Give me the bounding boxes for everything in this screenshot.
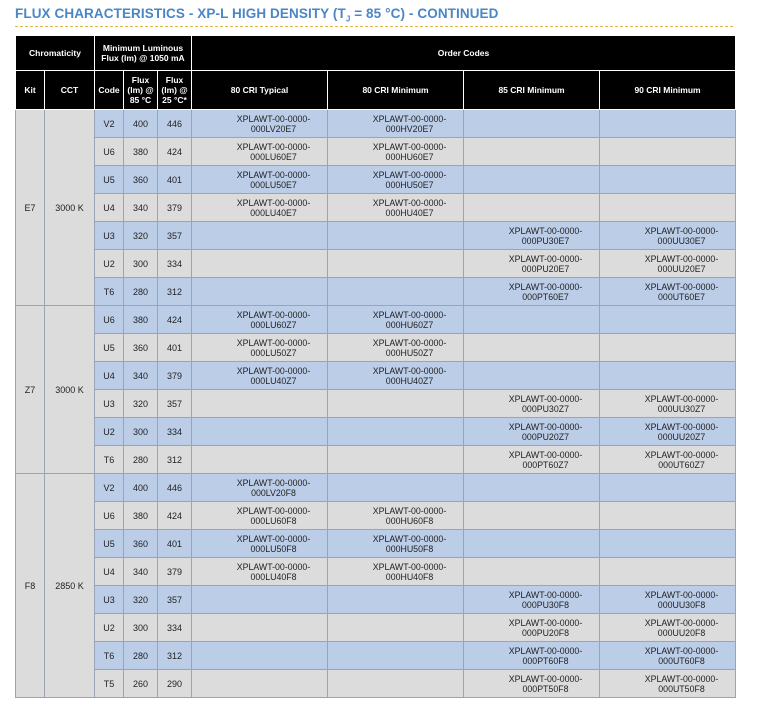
- title-divider: [15, 26, 733, 27]
- order-code-80cri-minimum: [328, 390, 464, 418]
- order-code-80cri-minimum: [328, 642, 464, 670]
- table-row: [16, 222, 736, 250]
- table-row: [16, 390, 736, 418]
- header-80cri-minimum: 80 CRI Minimum: [328, 71, 464, 110]
- order-code-85cri-minimum: [464, 642, 600, 670]
- order-code-text: XPLAWT-00-0000-000LU60F8: [236, 505, 311, 526]
- order-code-85cri-minimum: [464, 110, 600, 138]
- table-row: [16, 138, 736, 166]
- order-code-text: XPLAWT-00-0000-000HU40E7: [372, 197, 447, 218]
- order-code-85cri-minimum: [464, 474, 600, 502]
- table-row: [16, 362, 736, 390]
- order-code-90cri-minimum: [600, 250, 736, 278]
- order-code-text: XPLAWT-00-0000-000HU50E7: [372, 169, 447, 190]
- order-code-80cri-minimum: [328, 502, 464, 530]
- code-cell: U5: [95, 166, 124, 194]
- order-code-text: XPLAWT-00-0000-000HU40F8: [372, 561, 447, 582]
- code-cell: V2: [95, 110, 124, 138]
- order-code-80cri-minimum: [328, 110, 464, 138]
- flux-85-cell: 340: [124, 362, 158, 390]
- order-code-text: XPLAWT-00-0000-000HU60Z7: [372, 309, 447, 330]
- order-code-text: XPLAWT-00-0000-000HU40Z7: [372, 365, 447, 386]
- order-code-80cri-minimum: [328, 670, 464, 698]
- order-code-80cri-typical: [192, 586, 328, 614]
- flux-25-cell: 312: [158, 446, 192, 474]
- order-code-text: XPLAWT-00-0000-000UU30F8: [644, 589, 719, 610]
- order-code-text: XPLAWT-00-0000-000HU60F8: [372, 505, 447, 526]
- order-code-80cri-typical: [192, 194, 328, 222]
- flux-25-cell: 401: [158, 334, 192, 362]
- order-code-80cri-typical: [192, 642, 328, 670]
- table-row: [16, 334, 736, 362]
- order-code-80cri-typical: [192, 334, 328, 362]
- order-code-80cri-minimum: [328, 138, 464, 166]
- order-code-text: XPLAWT-00-0000-000PT60Z7: [508, 449, 583, 470]
- order-code-text: XPLAWT-00-0000-000LV20E7: [236, 113, 311, 134]
- flux-25-cell: 334: [158, 250, 192, 278]
- code-cell: T6: [95, 642, 124, 670]
- order-code-85cri-minimum: [464, 502, 600, 530]
- flux-85-cell: 320: [124, 586, 158, 614]
- order-code-80cri-typical: [192, 166, 328, 194]
- order-code-90cri-minimum: [600, 558, 736, 586]
- order-code-90cri-minimum: [600, 110, 736, 138]
- code-cell: V2: [95, 474, 124, 502]
- code-cell: U2: [95, 614, 124, 642]
- table-row: [16, 502, 736, 530]
- order-code-80cri-minimum: [328, 586, 464, 614]
- header-80cri-typical: 80 CRI Typical: [192, 71, 328, 110]
- flux-85-cell: 300: [124, 250, 158, 278]
- order-code-90cri-minimum: [600, 222, 736, 250]
- kit-cell: E7: [16, 110, 45, 306]
- order-code-80cri-minimum: [328, 418, 464, 446]
- order-code-80cri-typical: [192, 614, 328, 642]
- flux-85-cell: 280: [124, 446, 158, 474]
- table-row: [16, 446, 736, 474]
- order-code-90cri-minimum: [600, 166, 736, 194]
- table-row: [16, 306, 736, 334]
- order-code-text: XPLAWT-00-0000-000LV20F8: [236, 477, 311, 498]
- table-row: [16, 530, 736, 558]
- order-code-85cri-minimum: [464, 278, 600, 306]
- flux-25-cell: 312: [158, 642, 192, 670]
- flux-25-cell: 379: [158, 362, 192, 390]
- table-row: [16, 278, 736, 306]
- order-code-90cri-minimum: [600, 278, 736, 306]
- flux-25-cell: 334: [158, 418, 192, 446]
- code-cell: U3: [95, 222, 124, 250]
- order-code-text: XPLAWT-00-0000-000UT60E7: [644, 281, 719, 302]
- order-code-90cri-minimum: [600, 530, 736, 558]
- order-code-90cri-minimum: [600, 306, 736, 334]
- order-code-text: XPLAWT-00-0000-000LU40F8: [236, 561, 311, 582]
- order-code-85cri-minimum: [464, 306, 600, 334]
- order-code-80cri-typical: [192, 502, 328, 530]
- code-cell: U5: [95, 530, 124, 558]
- order-code-text: XPLAWT-00-0000-000PU30F8: [508, 589, 583, 610]
- order-code-text: XPLAWT-00-0000-000LU40Z7: [236, 365, 311, 386]
- flux-25-cell: 290: [158, 670, 192, 698]
- order-code-80cri-typical: [192, 390, 328, 418]
- table-row: [16, 250, 736, 278]
- order-code-80cri-minimum: [328, 474, 464, 502]
- order-code-80cri-minimum: [328, 334, 464, 362]
- order-code-80cri-minimum: [328, 530, 464, 558]
- order-code-80cri-typical: [192, 306, 328, 334]
- order-code-text: XPLAWT-00-0000-000PU20E7: [508, 253, 583, 274]
- order-code-text: XPLAWT-00-0000-000PT60F8: [508, 645, 583, 666]
- order-code-85cri-minimum: [464, 614, 600, 642]
- order-code-80cri-minimum: [328, 362, 464, 390]
- order-code-80cri-minimum: [328, 446, 464, 474]
- code-cell: U2: [95, 418, 124, 446]
- flux-85-cell: 360: [124, 334, 158, 362]
- table-row: [16, 194, 736, 222]
- header-order-codes: Order Codes: [192, 36, 736, 71]
- flux-25-cell: 357: [158, 390, 192, 418]
- order-code-80cri-typical: [192, 222, 328, 250]
- flux-85-cell: 280: [124, 642, 158, 670]
- order-code-text: XPLAWT-00-0000-000UT60Z7: [644, 449, 719, 470]
- header-90cri-minimum: 90 CRI Minimum: [600, 71, 736, 110]
- order-code-90cri-minimum: [600, 334, 736, 362]
- order-code-text: XPLAWT-00-0000-000UU20Z7: [644, 421, 719, 442]
- order-code-text: XPLAWT-00-0000-000HU50F8: [372, 533, 447, 554]
- order-code-text: XPLAWT-00-0000-000UU20F8: [644, 617, 719, 638]
- table-row: [16, 110, 736, 138]
- code-cell: U5: [95, 334, 124, 362]
- code-cell: U4: [95, 362, 124, 390]
- order-code-85cri-minimum: [464, 446, 600, 474]
- order-code-80cri-minimum: [328, 614, 464, 642]
- order-code-85cri-minimum: [464, 530, 600, 558]
- order-code-85cri-minimum: [464, 166, 600, 194]
- table-row: [16, 166, 736, 194]
- order-code-85cri-minimum: [464, 194, 600, 222]
- order-code-80cri-typical: [192, 418, 328, 446]
- order-code-90cri-minimum: [600, 502, 736, 530]
- table-row: [16, 670, 736, 698]
- flux-85-cell: 380: [124, 138, 158, 166]
- flux-85-cell: 400: [124, 110, 158, 138]
- flux-85-cell: 260: [124, 670, 158, 698]
- order-code-text: XPLAWT-00-0000-000PU20Z7: [508, 421, 583, 442]
- flux-85-cell: 380: [124, 502, 158, 530]
- order-code-text: XPLAWT-00-0000-000UU20E7: [644, 253, 719, 274]
- flux-25-cell: 357: [158, 222, 192, 250]
- code-cell: U3: [95, 390, 124, 418]
- flux-25-cell: 446: [158, 474, 192, 502]
- order-code-90cri-minimum: [600, 362, 736, 390]
- order-code-text: XPLAWT-00-0000-000LU60E7: [236, 141, 311, 162]
- header-flux-85: Flux (lm) @ 85 °C: [124, 71, 158, 110]
- code-cell: U2: [95, 250, 124, 278]
- flux-85-cell: 340: [124, 558, 158, 586]
- table-row: [16, 474, 736, 502]
- order-code-85cri-minimum: [464, 362, 600, 390]
- table-row: [16, 558, 736, 586]
- order-code-80cri-minimum: [328, 194, 464, 222]
- order-code-text: XPLAWT-00-0000-000LU60Z7: [236, 309, 311, 330]
- order-code-text: XPLAWT-00-0000-000HU60E7: [372, 141, 447, 162]
- flux-25-cell: 334: [158, 614, 192, 642]
- code-cell: T5: [95, 670, 124, 698]
- flux-25-cell: 446: [158, 110, 192, 138]
- order-code-85cri-minimum: [464, 670, 600, 698]
- flux-85-cell: 340: [124, 194, 158, 222]
- order-code-90cri-minimum: [600, 614, 736, 642]
- header-kit: Kit: [16, 71, 45, 110]
- flux-85-cell: 300: [124, 614, 158, 642]
- flux-25-cell: 424: [158, 306, 192, 334]
- order-code-90cri-minimum: [600, 194, 736, 222]
- order-code-text: XPLAWT-00-0000-000LU50Z7: [236, 337, 311, 358]
- order-code-text: XPLAWT-00-0000-000LU50F8: [236, 533, 311, 554]
- order-code-85cri-minimum: [464, 586, 600, 614]
- order-code-text: XPLAWT-00-0000-000PU30Z7: [508, 393, 583, 414]
- flux-85-cell: 280: [124, 278, 158, 306]
- flux-25-cell: 379: [158, 194, 192, 222]
- flux-85-cell: 400: [124, 474, 158, 502]
- code-cell: U3: [95, 586, 124, 614]
- code-cell: U6: [95, 138, 124, 166]
- table-row: [16, 418, 736, 446]
- order-code-85cri-minimum: [464, 558, 600, 586]
- order-code-80cri-typical: [192, 530, 328, 558]
- flux-85-cell: 360: [124, 530, 158, 558]
- code-cell: T6: [95, 278, 124, 306]
- code-cell: U6: [95, 502, 124, 530]
- order-code-90cri-minimum: [600, 474, 736, 502]
- order-code-80cri-minimum: [328, 222, 464, 250]
- order-code-text: XPLAWT-00-0000-000UT60F8: [644, 645, 719, 666]
- order-code-80cri-minimum: [328, 306, 464, 334]
- order-code-text: XPLAWT-00-0000-000PT60E7: [508, 281, 583, 302]
- page-title: FLUX CHARACTERISTICS - XP-L HIGH DENSITY ($T_J = 85$ °C) - CONTINUED: [15, 6, 499, 24]
- order-code-85cri-minimum: [464, 390, 600, 418]
- order-code-80cri-typical: [192, 670, 328, 698]
- order-code-text: XPLAWT-00-0000-000PT50F8: [508, 673, 583, 694]
- code-cell: U4: [95, 558, 124, 586]
- order-code-80cri-typical: [192, 362, 328, 390]
- flux-25-cell: 424: [158, 502, 192, 530]
- flux-25-cell: 401: [158, 530, 192, 558]
- flux-85-cell: 360: [124, 166, 158, 194]
- header-flux-25: Flux (lm) @ 25 °C*: [158, 71, 192, 110]
- order-code-80cri-typical: [192, 138, 328, 166]
- flux-25-cell: 379: [158, 558, 192, 586]
- order-code-text: XPLAWT-00-0000-000UU30E7: [644, 225, 719, 246]
- flux-85-cell: 300: [124, 418, 158, 446]
- order-code-90cri-minimum: [600, 446, 736, 474]
- order-code-80cri-typical: [192, 110, 328, 138]
- order-code-80cri-typical: [192, 558, 328, 586]
- order-code-80cri-typical: [192, 250, 328, 278]
- order-code-text: XPLAWT-00-0000-000UU30Z7: [644, 393, 719, 414]
- order-code-text: XPLAWT-00-0000-000LU40E7: [236, 197, 311, 218]
- kit-cell: Z7: [16, 306, 45, 474]
- order-code-90cri-minimum: [600, 642, 736, 670]
- header-cct: CCT: [45, 71, 95, 110]
- cct-cell: 2850 K: [45, 474, 95, 698]
- code-cell: U4: [95, 194, 124, 222]
- order-code-80cri-typical: [192, 474, 328, 502]
- order-code-90cri-minimum: [600, 390, 736, 418]
- cct-cell: 3000 K: [45, 306, 95, 474]
- order-code-text: XPLAWT-00-0000-000HU50Z7: [372, 337, 447, 358]
- order-code-80cri-minimum: [328, 250, 464, 278]
- cct-cell: 3000 K: [45, 110, 95, 306]
- order-code-90cri-minimum: [600, 586, 736, 614]
- order-code-text: XPLAWT-00-0000-000UT50F8: [644, 673, 719, 694]
- flux-table: [15, 35, 736, 698]
- order-code-text: XPLAWT-00-0000-000PU20F8: [508, 617, 583, 638]
- order-code-80cri-typical: [192, 446, 328, 474]
- order-code-90cri-minimum: [600, 418, 736, 446]
- flux-25-cell: 357: [158, 586, 192, 614]
- order-code-85cri-minimum: [464, 334, 600, 362]
- order-code-85cri-minimum: [464, 138, 600, 166]
- flux-25-cell: 424: [158, 138, 192, 166]
- flux-25-cell: 312: [158, 278, 192, 306]
- flux-85-cell: 380: [124, 306, 158, 334]
- code-cell: T6: [95, 446, 124, 474]
- order-code-85cri-minimum: [464, 418, 600, 446]
- flux-25-cell: 401: [158, 166, 192, 194]
- flux-85-cell: 320: [124, 222, 158, 250]
- kit-cell: F8: [16, 474, 45, 698]
- order-code-text: XPLAWT-00-0000-000PU30E7: [508, 225, 583, 246]
- order-code-90cri-minimum: [600, 138, 736, 166]
- code-cell: U6: [95, 306, 124, 334]
- order-code-80cri-minimum: [328, 558, 464, 586]
- order-code-85cri-minimum: [464, 250, 600, 278]
- header-code: Code: [95, 71, 124, 110]
- order-code-80cri-typical: [192, 278, 328, 306]
- header-min-flux: Minimum Luminous Flux (lm) @ 1050 mA: [95, 36, 192, 71]
- table-row: [16, 586, 736, 614]
- header-85cri-minimum: 85 CRI Minimum: [464, 71, 600, 110]
- order-code-90cri-minimum: [600, 670, 736, 698]
- order-code-text: XPLAWT-00-0000-000HV20E7: [372, 113, 447, 134]
- order-code-80cri-minimum: [328, 278, 464, 306]
- table-row: [16, 642, 736, 670]
- flux-85-cell: 320: [124, 390, 158, 418]
- order-code-80cri-minimum: [328, 166, 464, 194]
- order-code-85cri-minimum: [464, 222, 600, 250]
- order-code-text: XPLAWT-00-0000-000LU50E7: [236, 169, 311, 190]
- header-chromaticity: Chromaticity: [16, 36, 95, 71]
- table-row: [16, 614, 736, 642]
